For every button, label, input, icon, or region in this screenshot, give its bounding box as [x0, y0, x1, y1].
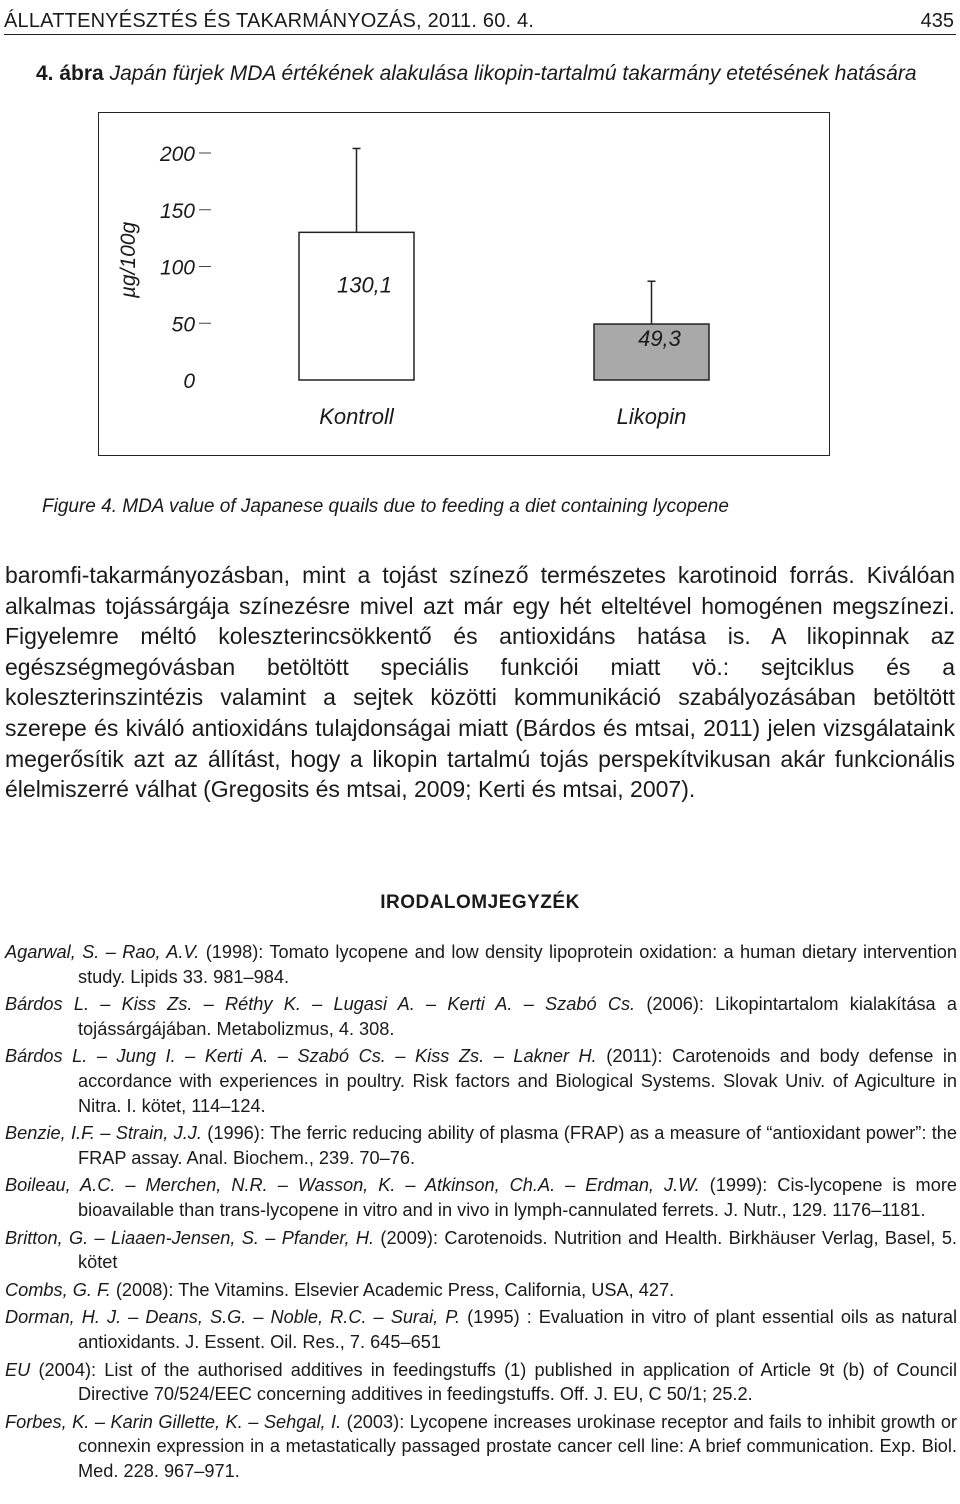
- references-heading: IRODALOMJEGYZÉK: [380, 892, 580, 913]
- y-tick-label: 100: [159, 256, 195, 280]
- reference-item: [5, 1305, 957, 1354]
- reference-authors: Britton, G. – Liaaen-Jensen, S. – Pfander, H.: [5, 1227, 375, 1248]
- y-tick-label: 200: [159, 143, 195, 166]
- category-label: Likopin: [616, 404, 687, 429]
- reference-item: [5, 1410, 957, 1484]
- bar-chart: [98, 112, 830, 456]
- reference-authors: Dorman, H. J. – Deans, S.G. – Noble, R.C. – Surai, P.: [5, 1307, 461, 1328]
- reference-authors: Boileau, A.C. – Merchen, N.R. – Wasson, K. – Atkinson, Ch.A. – Erdman, J.W.: [5, 1175, 700, 1196]
- reference-item: [5, 1173, 957, 1222]
- reference-text: (2004): List of the authorised additives in feedingstuffs (1) published in application of Article 9t (b) of Council Directive 70/524/EEC concerning additives in feedingstuffs. Off. J. EU, C 50/1; 25.2.: [30, 1359, 957, 1405]
- reference-item: [5, 992, 957, 1041]
- page-number: 435: [920, 10, 954, 32]
- body-paragraph: baromfi-takarmányozásban, mint a tojást színező természetes karotinoid forrás. Kiválóan alkalmas tojássárgája színezésre mivel azt már egy hét elteltével homogénen megszínezi. Figyelemre méltó koleszterincsökkentő és antioxidáns hatása is. A likopinnak az egészségmegóvásban betöltött speciális funkciói miatt vö.: sejtciklus és a koleszterinszintézis valamint a sejtek közötti kommunikáció szabályozásában betöltött szerepe és kiváló antioxidáns tulajdonságai miatt (Bárdos és mtsai, 2011) jelen vizsgálataink megerősítik azt az állítást, hogy a likopin tartalmú tojás perspekítvikusan akár funkcionális élelmiszerré válhat (Gregosits és mtsai, 2009; Kerti és mtsai, 2007).: [5, 562, 955, 803]
- reference-text: (1998): Tomato lycopene and low density lipoprotein oxidation: a human dietary intervention study. Lipids 33. 981–984.: [78, 942, 957, 987]
- reference-authors: Combs, G. F.: [5, 1279, 111, 1300]
- bar-chart-canvas: [99, 113, 831, 457]
- y-tick-label: 150: [159, 199, 195, 223]
- reference-authors: EU: [5, 1359, 31, 1380]
- reference-authors: Agarwal, S. – Rao, A.V.: [5, 942, 200, 962]
- reference-item: [5, 1121, 957, 1170]
- reference-text: (1995) : Evaluation in vitro of plant essential oils as natural antioxidants. J. Essent. Oil. Res., 7. 645–651: [78, 1307, 957, 1352]
- reference-text: (2003): Lycopene increases urokinase receptor and fails to inhibit growth or connexin expression in a metastatically passaged prostate cancer cell line: A brief communication. Exp. Biol. Med. 228. 967–971.: [78, 1411, 957, 1481]
- figure-caption: Figure 4. MDA value of Japanese quails due to feeding a diet containing lycopene: [42, 496, 729, 517]
- reference-item: [5, 1226, 957, 1275]
- reference-item: [5, 1358, 957, 1407]
- figure-title-lead: 4. ábra: [36, 62, 104, 85]
- category-label: Kontroll: [319, 404, 394, 429]
- reference-authors: Bárdos L. – Jung I. – Kerti A. – Szabó Cs. – Kiss Zs. – Lakner H.: [5, 1046, 597, 1067]
- reference-text: (2006): Likopintartalom kialakítása a tojássárgájában. Metabolizmus, 4. 308.: [78, 994, 958, 1039]
- figure-title: [36, 62, 917, 86]
- reference-authors: Forbes, K. – Karin Gillette, K. – Sehgal, I.: [5, 1411, 342, 1432]
- data-label: 49,3: [638, 326, 681, 352]
- reference-item: [5, 1278, 957, 1303]
- y-tick-label: 0: [183, 370, 195, 393]
- bar: [299, 232, 414, 380]
- reference-text: (2011): Carotenoids and body defense in accordance with experiences in poultry. Risk factors and Biological Systems. Slovak Univ. of Agiculture in Nitra. I. kötet, 114–124.: [78, 1046, 958, 1116]
- reference-text: (1999): Cis-lycopene is more bioavailable than trans-lycopene in vitro and in vivo in lymph-cannulated ferrets. J. Nutr., 129. 1176–1181.: [78, 1175, 957, 1220]
- reference-text: (2009): Carotenoids. Nutrition and Health. Birkhäuser Verlag, Basel, 5. kötet: [78, 1227, 957, 1273]
- data-label: 130,1: [336, 272, 393, 298]
- y-axis-label: µg/100g: [117, 221, 140, 299]
- reference-authors: Benzie, I.F. – Strain, J.J.: [5, 1123, 202, 1144]
- figure-title-text: Japán fürjek MDA értékének alakulása likopin-tartalmú takarmány etetésének hatására: [109, 62, 917, 85]
- reference-item: [5, 940, 957, 989]
- reference-text: (2008): The Vitamins. Elsevier Academic Press, California, USA, 427.: [110, 1279, 675, 1300]
- journal-title: ÁLLATTENYÉSZTÉS ÉS TAKARMÁNYOZÁS, 2011. 60. 4.: [4, 10, 535, 32]
- running-header: [4, 10, 956, 35]
- reference-list: [5, 940, 957, 1486]
- reference-item: [5, 1044, 957, 1118]
- y-tick-label: 50: [171, 313, 195, 337]
- reference-text: (1996): The ferric reducing ability of plasma (FRAP) as a measure of “antioxidant power”: the FRAP assay. Anal. Biochem., 239. 70–76.: [78, 1123, 957, 1168]
- reference-authors: Bárdos L. – Kiss Zs. – Réthy K. – Lugasi A. – Kerti A. – Szabó Cs.: [5, 994, 636, 1015]
